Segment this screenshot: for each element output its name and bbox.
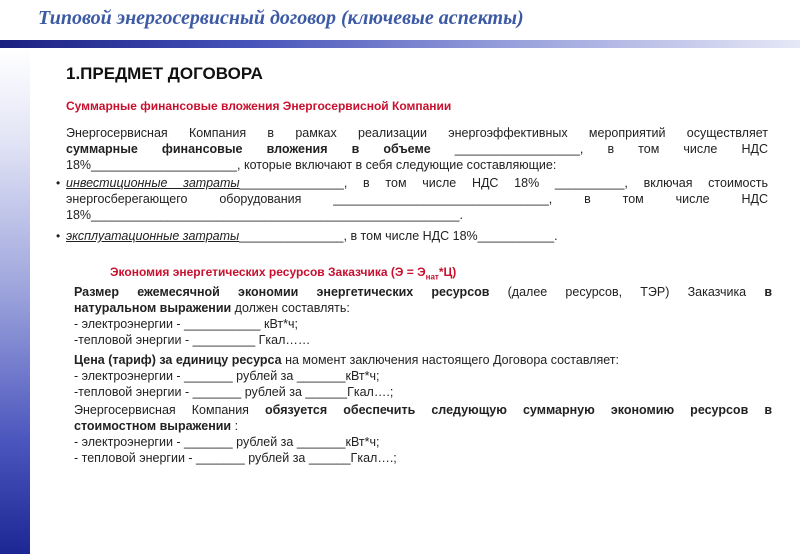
financial-subheading: Суммарные финансовые вложения Энергосервисной Компании [66,99,452,113]
obligation-line-2-bold: стоимостном выражении [74,419,232,433]
size-item-heat: -тепловой энергии - _________ Гкал…… [74,333,311,347]
price-rest: на момент заключения настоящего Договора составляет: [281,353,619,367]
bullet-marker: • [56,176,61,190]
obligation-line-1 [74,402,772,418]
size-line-1 [74,284,772,300]
size-bold: Размер ежемесячной экономии энергетических ресурсов [74,285,490,299]
size-line-2 [74,300,772,316]
intro-line-1: Энергосервисная Компания в рамках реализации энергоэффективных мероприятий осуществляет [66,126,768,140]
left-gradient-bar [0,48,30,554]
economy-heading-subscript: нат [425,272,439,282]
obligation-item-electricity: - электроэнергии - _______ рублей за _______кВт*ч; [74,435,380,449]
intro-bold-phrase: суммарные финансовые вложения в объеме [66,142,431,156]
economy-heading-suffix: *Ц) [438,265,457,279]
obligation-item-heat: - тепловой энергии - _______ рублей за ______Гкал….; [74,451,397,465]
price-line [74,352,772,368]
size-item-electricity: - электроэнергии - ___________ кВт*ч; [74,317,298,331]
obligation-normal: Энергосервисная Компания [74,403,266,417]
obligation-bold: обязуется обеспечить следующую суммарную экономию ресурсов в [265,403,772,417]
operating-line [66,228,768,244]
investment-line-1-rest: _______________, в том числе НДС 18% __________, включая стоимость [239,176,768,190]
price-bold: Цена (тариф) за единицу ресурса [74,353,282,367]
size-line-2-bold: натуральном выражении [74,301,232,315]
bullet-marker: • [56,229,61,243]
obligation-line-2-rest: : [231,419,239,433]
title-underline-bar [0,40,800,48]
operating-label: эксплуатационные затраты [66,229,240,243]
obligation-block [74,402,772,466]
intro-line-2 [66,141,768,157]
size-normal: (далее ресурсов, ТЭР) Заказчика [489,285,765,299]
intro-line-2-rest: __________________, в том числе НДС [430,142,768,156]
investment-line-3: 18%_____________________________________________________. [66,208,463,222]
investment-line-2: энергосберегающего оборудования _______________________________, в том числе НДС [66,192,768,206]
price-item-electricity: - электроэнергии - _______ рублей за _______кВт*ч; [74,369,380,383]
price-block [74,352,772,400]
economy-heading-prefix: Экономия энергетических ресурсов Заказчика (Э = Э [110,265,426,279]
obligation-line-2 [74,418,772,434]
intro-line-3: 18%_____________________, которые включают в себя следующие составляющие: [66,158,557,172]
bullet-investment [56,175,768,223]
economy-size-block [74,284,772,348]
section-title: 1.ПРЕДМЕТ ДОГОВОРА [66,64,263,83]
size-bold-2: в [764,285,772,299]
bullet-operating [56,228,768,244]
intro-paragraph [66,125,768,173]
economy-heading [110,265,456,281]
operating-line-rest: _______________, в том числе НДС 18%___________. [239,229,558,243]
investment-label: инвестиционные затраты [66,176,240,190]
investment-line-1 [66,175,768,191]
slide-title: Типовой энергосервисный договор (ключевые аспекты) [38,7,524,29]
price-item-heat: -тепловой энергии - _______ рублей за ______Гкал….; [74,385,394,399]
size-line-2-rest: должен составлять: [231,301,350,315]
